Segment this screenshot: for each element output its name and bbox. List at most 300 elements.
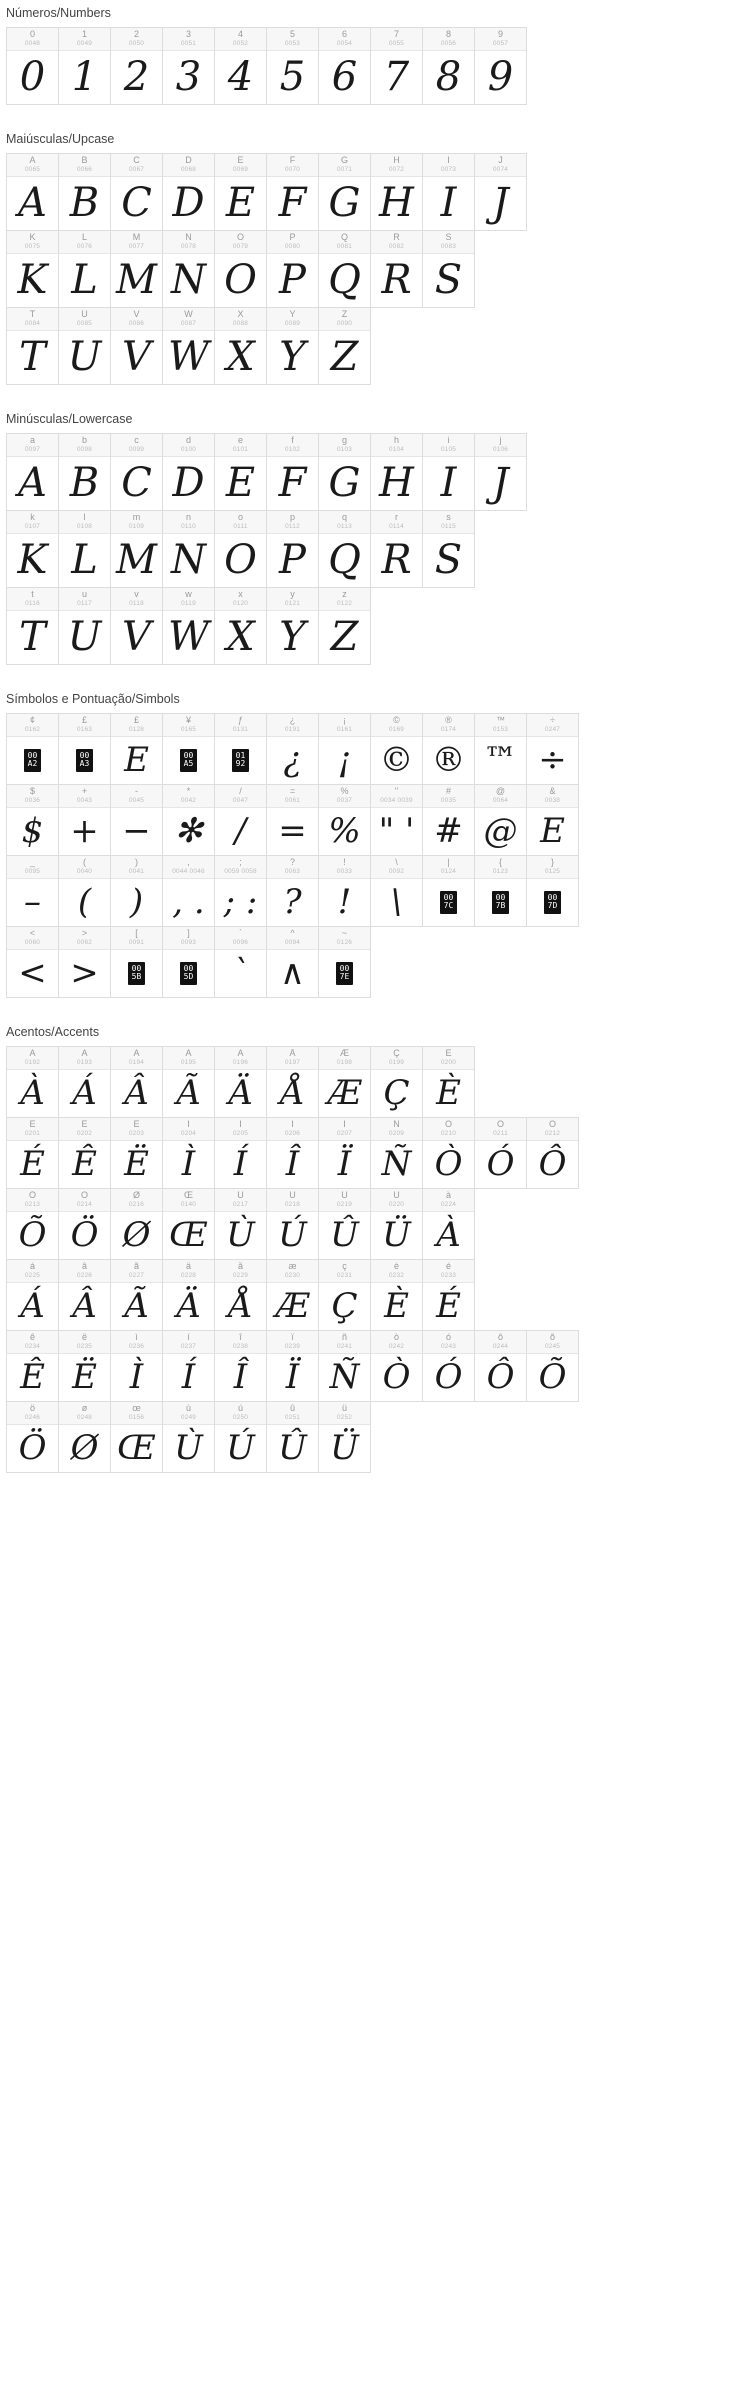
glyph-char-code: 0194 [128,1059,145,1066]
glyph-char-code: 0069 [232,166,249,173]
glyph-cell[interactable] [6,587,59,665]
glyph-preview: ✻ [174,811,203,852]
glyph-cell[interactable] [474,27,527,105]
glyph-cell[interactable] [422,1330,475,1402]
glyph-cell[interactable] [266,1259,319,1331]
glyph-cell[interactable] [266,153,319,231]
glyph-char-code: 0114 [389,523,404,530]
glyph-preview: C [121,460,152,507]
glyph-cell[interactable] [110,433,163,511]
glyph-preview: À [20,1073,45,1114]
glyph-char-code: 0204 [180,1130,197,1137]
glyph-cell-header [475,856,526,879]
glyph-cell[interactable] [370,433,423,511]
glyph-cell-header [111,28,162,51]
glyph-cell[interactable] [6,153,59,231]
glyph-preview: Å [280,1073,305,1114]
glyph-cell[interactable] [6,1259,59,1331]
glyph-cell[interactable] [318,926,371,998]
glyph-preview: " ' [378,811,415,852]
glyph-cell[interactable] [162,510,215,588]
glyph-char-name: ä [185,1262,191,1271]
missing-glyph-box: 00 A2 [24,749,42,772]
glyph-cell[interactable] [6,713,59,785]
glyph-cell[interactable] [214,510,267,588]
glyph-cell[interactable] [214,1330,267,1402]
glyph-cell-header [215,308,266,331]
glyph-cell[interactable] [58,230,111,308]
glyph-cell[interactable] [214,1259,267,1331]
glyph-cell-header [267,511,318,534]
glyph-row [6,510,730,588]
glyph-cell[interactable] [214,587,267,665]
glyph-cell-header [371,154,422,177]
glyph-preview: Ç [331,1286,358,1327]
glyph-cell[interactable] [162,433,215,511]
glyph-preview: Æ [327,1073,362,1114]
glyph-cell[interactable] [214,1401,267,1473]
glyph-cell[interactable] [110,1046,163,1118]
glyph-cell[interactable] [422,1259,475,1331]
glyph-char-name: ) [135,858,138,867]
glyph-cell-header [163,231,214,254]
glyph-char-name: c [134,436,139,445]
glyph-preview: J [492,460,509,507]
glyph-cell[interactable] [266,1046,319,1118]
glyph-cell[interactable] [110,713,163,785]
glyph-char-name: 2 [133,30,139,39]
glyph-char-code: 0197 [284,1059,301,1066]
glyph-preview: M [116,257,157,304]
glyph-char-code: 0248 [76,1414,93,1421]
glyph-cell[interactable] [422,433,475,511]
glyph-preview [527,879,578,926]
glyph-cell[interactable] [110,1259,163,1331]
glyph-cell[interactable] [162,855,215,927]
glyph-row [6,926,730,998]
glyph-cell[interactable] [370,230,423,308]
glyph-cell[interactable] [318,433,371,511]
glyph-cell[interactable] [214,27,267,105]
glyph-cell-header [7,1189,58,1212]
glyph-char-name: t [31,590,34,599]
glyph-char-code: 0118 [129,600,144,607]
glyph-preview: Ì [181,1144,196,1185]
glyph-cell-header [267,927,318,950]
glyph-preview: G [328,180,361,227]
glyph-cell-header [59,785,110,808]
glyph-cell[interactable] [162,153,215,231]
missing-glyph-box: 00 5D [180,962,198,985]
glyph-cell[interactable] [474,784,527,856]
glyph-cell[interactable] [214,855,267,927]
glyph-cell[interactable] [58,926,111,998]
glyph-cell[interactable] [422,230,475,308]
glyph-cell[interactable] [266,855,319,927]
glyph-cell[interactable] [162,784,215,856]
glyph-cell[interactable] [266,433,319,511]
glyph-cell[interactable] [162,230,215,308]
glyph-cell[interactable] [110,27,163,105]
glyph-cell[interactable] [422,1188,475,1260]
glyph-cell-header [59,511,110,534]
glyph-char-code: 0199 [388,1059,405,1066]
glyph-cell-header [111,154,162,177]
glyph-cell[interactable] [58,153,111,231]
glyph-cell-header [111,434,162,457]
glyph-cell[interactable] [266,510,319,588]
glyph-cell[interactable] [110,855,163,927]
glyph-char-code: 0224 [440,1201,457,1208]
glyph-cell[interactable] [370,1046,423,1118]
glyph-cell[interactable] [110,784,163,856]
glyph-cell[interactable] [370,153,423,231]
glyph-cell[interactable] [266,784,319,856]
glyph-cell-header [371,714,422,737]
glyph-char-code: 0210 [440,1130,457,1137]
glyph-cell[interactable] [266,1330,319,1402]
glyph-cell[interactable] [318,1401,371,1473]
glyph-cell[interactable] [266,230,319,308]
glyph-cell[interactable] [318,1259,371,1331]
glyph-cell[interactable] [474,713,527,785]
glyph-cell-header [7,1118,58,1141]
glyph-cell[interactable] [6,1188,59,1260]
glyph-char-name: x [238,590,243,599]
glyph-preview: ¿ [283,740,302,781]
glyph-cell-header [111,1118,162,1141]
glyph-preview: L [71,537,98,584]
glyph-cell[interactable] [266,926,319,998]
glyph-char-name: - [135,787,138,796]
glyph-cell-header [111,785,162,808]
glyph-cell-header [319,856,370,879]
glyph-preview: T [19,614,46,661]
glyph-cell[interactable] [474,855,527,927]
glyph-cell[interactable] [422,1117,475,1189]
glyph-section [0,406,730,665]
glyph-cell[interactable] [370,27,423,105]
glyph-cell[interactable] [214,153,267,231]
glyph-cell[interactable] [110,153,163,231]
glyph-preview: ( [77,882,92,923]
glyph-cell[interactable] [58,433,111,511]
glyph-char-code: 0073 [440,166,457,173]
glyph-char-name: V [133,310,140,319]
glyph-cell-header [163,308,214,331]
glyph-cell[interactable] [266,307,319,385]
glyph-cell[interactable] [162,27,215,105]
glyph-cell[interactable] [162,307,215,385]
glyph-preview: B [69,180,100,227]
glyph-cell[interactable] [58,1117,111,1189]
glyph-char-code: 0246 [24,1414,41,1421]
glyph-cell[interactable] [6,433,59,511]
glyph-char-code: 0100 [180,446,197,453]
glyph-cell[interactable] [162,587,215,665]
glyph-cell[interactable] [58,1401,111,1473]
glyph-cell[interactable] [6,926,59,998]
glyph-cell[interactable] [526,1330,579,1402]
glyph-cell-header [163,1189,214,1212]
glyph-row [6,855,730,927]
glyph-cell[interactable] [58,713,111,785]
glyph-cell[interactable] [318,713,371,785]
glyph-cell[interactable] [110,1117,163,1189]
glyph-cell[interactable] [6,1117,59,1189]
glyph-cell[interactable] [162,1401,215,1473]
glyph-cell-header [7,714,58,737]
glyph-char-name: Ú [289,1191,296,1200]
glyph-char-code: 0212 [544,1130,561,1137]
glyph-cell[interactable] [162,1046,215,1118]
glyph-char-code: 0123 [492,868,509,875]
glyph-cell[interactable] [214,1188,267,1260]
glyph-cell[interactable] [266,713,319,785]
glyph-cell-header [7,1047,58,1070]
glyph-cell-header [319,1047,370,1070]
glyph-char-code: 0092 [388,868,405,875]
glyph-cell[interactable] [6,27,59,105]
glyph-cell[interactable] [110,230,163,308]
glyph-char-code: 0110 [181,523,196,530]
glyph-cell[interactable] [162,1330,215,1402]
glyph-cell[interactable] [318,153,371,231]
glyph-char-name: Â [133,1049,140,1058]
glyph-cell[interactable] [526,855,579,927]
glyph-cell[interactable] [266,1401,319,1473]
glyph-cell[interactable] [58,587,111,665]
glyph-cell[interactable] [422,713,475,785]
glyph-cell[interactable] [6,510,59,588]
glyph-cell[interactable] [110,587,163,665]
glyph-char-name: ô [497,1333,503,1342]
glyph-cell[interactable] [474,1330,527,1402]
glyph-char-name: £ [81,716,87,725]
glyph-cell[interactable] [6,784,59,856]
glyph-cell[interactable] [370,1117,423,1189]
glyph-char-name: à [445,1191,451,1200]
glyph-cell[interactable] [370,713,423,785]
glyph-char-code: 0220 [388,1201,405,1208]
glyph-char-name: g [341,436,347,445]
glyph-cell[interactable] [318,1117,371,1189]
glyph-cell[interactable] [58,855,111,927]
glyph-cell[interactable] [110,1330,163,1402]
glyph-cell[interactable] [266,1188,319,1260]
glyph-cell[interactable] [370,1259,423,1331]
glyph-cell[interactable] [474,153,527,231]
glyph-char-code: 0161 [336,726,353,733]
glyph-cell[interactable] [318,27,371,105]
glyph-char-name: è [393,1262,399,1271]
glyph-cell-header [319,1189,370,1212]
glyph-cell[interactable] [58,784,111,856]
glyph-char-code: 0120 [232,600,249,607]
glyph-cell[interactable] [214,713,267,785]
glyph-cell[interactable] [526,1117,579,1189]
glyph-char-code: 0121 [284,600,301,607]
glyph-cell[interactable] [422,153,475,231]
glyph-cell[interactable] [370,510,423,588]
glyph-cell[interactable] [58,1188,111,1260]
glyph-cell-header [215,1402,266,1425]
glyph-char-code: 0074 [492,166,509,173]
glyph-char-name: K [29,233,36,242]
glyph-char-code: 0061 [284,797,301,804]
glyph-cell[interactable] [58,1330,111,1402]
glyph-char-code: 0225 [24,1272,41,1279]
glyph-cell[interactable] [318,307,371,385]
glyph-char-code: 0192 [24,1059,41,1066]
glyph-cell[interactable] [422,27,475,105]
glyph-preview: Ø [122,1215,151,1256]
glyph-cell[interactable] [6,1330,59,1402]
glyph-cell[interactable] [214,230,267,308]
glyph-cell[interactable] [370,784,423,856]
glyph-cell[interactable] [266,587,319,665]
glyph-cell-header [371,1189,422,1212]
glyph-preview: Ë [72,1357,97,1398]
glyph-char-code: 0085 [76,320,93,327]
glyph-cell[interactable] [318,230,371,308]
glyph-cell-header [59,1331,110,1354]
glyph-cell[interactable] [318,1330,371,1402]
glyph-preview: / [234,811,247,852]
glyph-cell[interactable] [318,1188,371,1260]
glyph-cell[interactable] [110,926,163,998]
glyph-char-code: 0241 [336,1343,353,1350]
glyph-cell[interactable] [162,1259,215,1331]
glyph-cell-header [267,588,318,611]
glyph-cell[interactable] [214,784,267,856]
glyph-preview: Ï [285,1357,300,1398]
glyph-char-name: e [237,436,243,445]
glyph-cell-header [7,154,58,177]
glyph-preview: Í [233,1144,248,1185]
glyph-cell-header [319,714,370,737]
glyph-cell[interactable] [474,1117,527,1189]
glyph-cell-header [267,1118,318,1141]
glyph-char-code: 0231 [336,1272,353,1279]
glyph-char-code: 0202 [76,1130,93,1137]
glyph-char-name: 8 [445,30,451,39]
glyph-preview: Œ [169,1215,208,1256]
glyph-cell[interactable] [422,510,475,588]
glyph-cell[interactable] [318,855,371,927]
glyph-cell[interactable] [266,27,319,105]
glyph-cell[interactable] [6,230,59,308]
glyph-char-code: 0097 [24,446,41,453]
glyph-cell[interactable] [6,1046,59,1118]
glyph-cell[interactable] [6,1401,59,1473]
glyph-cell[interactable] [162,1188,215,1260]
glyph-cell[interactable] [110,307,163,385]
glyph-preview: Ï [337,1144,352,1185]
glyph-preview: Y [279,334,306,381]
glyph-cell[interactable] [318,510,371,588]
glyph-cell[interactable] [110,1401,163,1473]
glyph-cell[interactable] [422,1046,475,1118]
glyph-cell-header [319,1260,370,1283]
glyph-cell[interactable] [6,307,59,385]
glyph-cell[interactable] [214,1117,267,1189]
glyph-char-name: í [187,1333,190,1342]
glyph-grid [6,153,730,385]
glyph-char-code: 0216 [128,1201,145,1208]
glyph-cell[interactable] [318,784,371,856]
glyph-char-name: o [237,513,243,522]
glyph-cell[interactable] [214,926,267,998]
glyph-cell[interactable] [422,855,475,927]
glyph-char-code: 0169 [388,726,405,733]
glyph-cell[interactable] [162,926,215,998]
glyph-char-name: ú [237,1404,243,1413]
missing-glyph-box: 00 A5 [180,749,198,772]
glyph-cell[interactable] [110,510,163,588]
glyph-cell-header [7,785,58,808]
glyph-char-code: 0234 [24,1343,41,1350]
glyph-char-name: M [132,233,141,242]
section-title: Maiúsculas/Upcase [6,132,115,146]
glyph-cell[interactable] [162,1117,215,1189]
glyph-cell[interactable] [318,587,371,665]
glyph-char-name: J [498,156,503,165]
glyph-cell[interactable] [58,1259,111,1331]
glyph-cell[interactable] [526,784,579,856]
glyph-char-code: 0126 [336,939,353,946]
glyph-cell[interactable] [58,27,111,105]
glyph-char-code: 0094 [284,939,301,946]
glyph-preview: 9 [487,54,514,101]
glyph-cell[interactable] [58,510,111,588]
glyph-cell[interactable] [370,1330,423,1402]
glyph-cell[interactable] [58,1046,111,1118]
glyph-cell[interactable] [110,1188,163,1260]
glyph-cell[interactable] [214,1046,267,1118]
glyph-char-code: 0113 [337,523,352,530]
glyph-cell-header [371,785,422,808]
glyph-cell[interactable] [266,1117,319,1189]
glyph-cell-header [59,28,110,51]
glyph-char-name: Ë [133,1120,140,1129]
glyph-cell[interactable] [162,713,215,785]
glyph-cell[interactable] [58,307,111,385]
glyph-cell-header [59,714,110,737]
glyph-char-code: 0239 [284,1343,301,1350]
section-title: Símbolos e Pontuação/Simbols [6,692,180,706]
glyph-char-name: ò [393,1333,399,1342]
glyph-cell[interactable] [6,855,59,927]
glyph-cell[interactable] [422,784,475,856]
glyph-char-code: 0200 [440,1059,457,1066]
glyph-char-code: 0125 [544,868,561,875]
glyph-preview: N [171,537,206,584]
glyph-cell[interactable] [214,433,267,511]
glyph-cell[interactable] [318,1046,371,1118]
glyph-char-name: [ [135,929,138,938]
glyph-cell[interactable] [474,433,527,511]
glyph-cell-header [319,588,370,611]
glyph-cell[interactable] [370,1188,423,1260]
glyph-cell[interactable] [214,307,267,385]
glyph-preview: É [436,1286,461,1327]
glyph-cell[interactable] [526,713,579,785]
glyph-cell[interactable] [370,855,423,927]
glyph-cell-header [371,28,422,51]
glyph-preview: D [172,460,205,507]
glyph-preview: H [379,460,414,507]
